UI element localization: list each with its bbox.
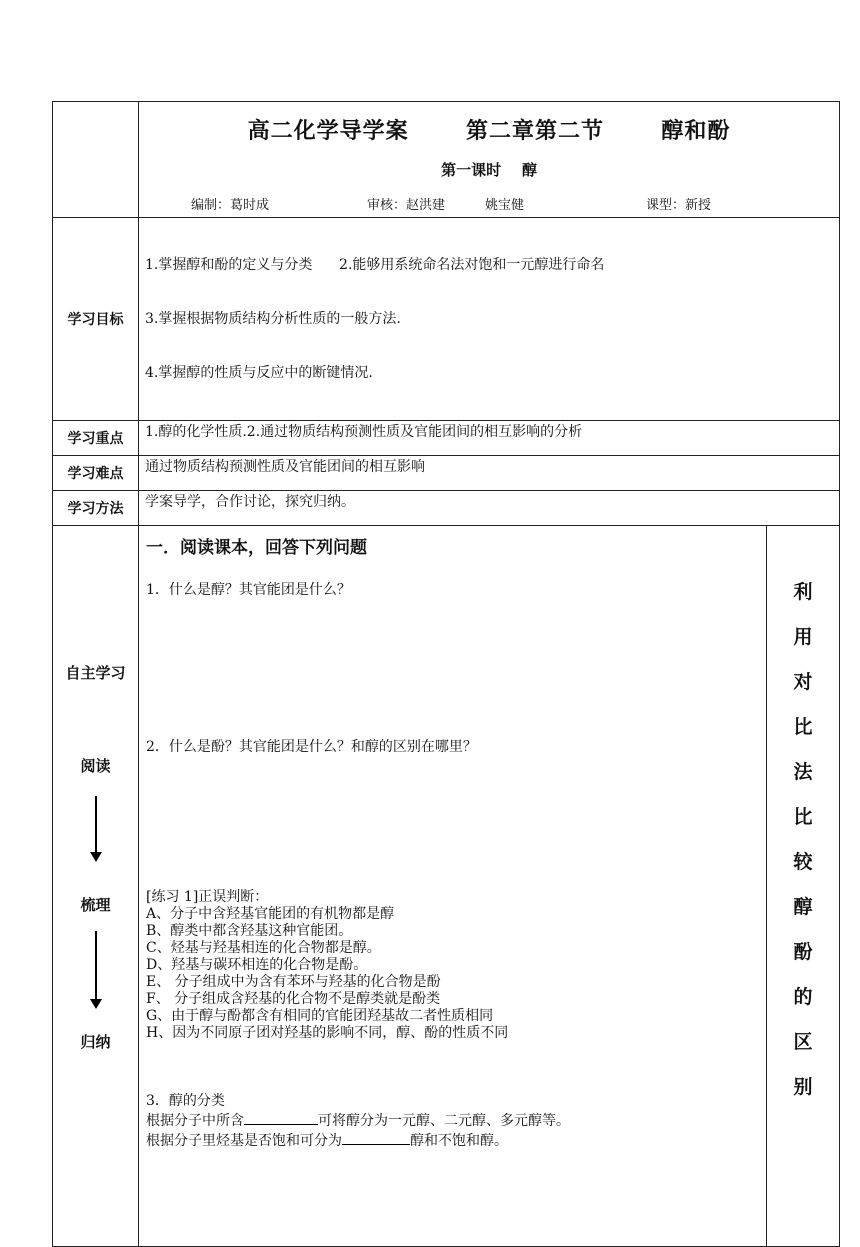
methods-text: 学案导学，合作讨论，探究归纳。 [145, 494, 355, 510]
lesson-type: 课型：新授 [646, 198, 712, 213]
row-content-key-points [139, 421, 840, 456]
line-2-suffix: 醇和不饱和醇。 [410, 1133, 508, 1149]
note-char: 法 [793, 761, 813, 783]
row-label-objectives: 学习目标 [53, 218, 139, 421]
objective-line: 1.掌握醇和酚的定义与分类 2.能够用系统命名法对饱和一元醇进行命名 [145, 257, 605, 273]
objective-line: 4.掌握醇的性质与反应中的断键情况. [145, 365, 373, 381]
exercise-item: E、 分子组成中为含有苯环与羟基的化合物是酚 [146, 974, 441, 990]
exercise-heading: [练习 1]正误判断： [146, 889, 269, 905]
classification-line-2 [146, 1130, 759, 1150]
down-arrow-icon [95, 796, 97, 854]
step-read: 阅读 [80, 757, 111, 775]
exercise-list [146, 906, 759, 1042]
down-arrow-icon [95, 931, 97, 1001]
note-char: 别 [793, 1076, 813, 1098]
exercise-item: C、烃基与羟基相连的化合物都是醇。 [146, 940, 381, 956]
objective-line: 3.掌握根据物质结构分析性质的一般方法. [145, 311, 401, 327]
main-content [139, 526, 767, 1247]
note-char: 醇 [793, 896, 813, 918]
row-label-methods: 学习方法 [53, 491, 139, 526]
exercise-item: H、因为不同原子团对羟基的影响不同，醇、酚的性质不同 [146, 1025, 509, 1041]
title-part-1: 高二化学导学案 [247, 119, 409, 144]
step-organize: 梳理 [80, 896, 111, 914]
note-char: 酚 [793, 941, 813, 963]
question-2: 2．什么是酚？其官能团是什么？和醇的区别在哪里？ [146, 739, 477, 755]
line-1-suffix: 可将醇分为一元醇、二元醇、多元醇等。 [318, 1113, 570, 1129]
row-content-objectives [139, 218, 840, 421]
row-label-difficulties: 学习难点 [53, 456, 139, 491]
question-1: 1．什么是醇？其官能团是什么？ [146, 582, 351, 598]
note-column [767, 526, 840, 1247]
exercise-item: G、由于醇与酚都含有相同的官能团羟基故二者性质相同 [146, 1008, 494, 1024]
exercise-item: F、 分子组成含羟基的化合物不是醇类就是酚类 [146, 991, 441, 1007]
compiler: 编制：葛时成 [191, 198, 270, 213]
row-content-methods [139, 491, 840, 526]
line-2-prefix: 根据分子里烃基是否饱和可分为 [146, 1133, 342, 1149]
header-left-cell [53, 102, 139, 218]
note-char: 对 [793, 671, 813, 693]
row-content-difficulties [139, 456, 840, 491]
exercise-item: B、醇类中都含羟基这种官能团。 [146, 923, 353, 939]
note-char: 的 [793, 986, 813, 1008]
row-label-key-points: 学习重点 [53, 421, 139, 456]
exercise-item: D、羟基与碳环相连的化合物是酚。 [146, 957, 368, 973]
header-cell [139, 102, 840, 218]
exercise-item: A、分子中含羟基官能团的有机物都是醇 [146, 906, 395, 922]
note-char: 用 [793, 626, 813, 648]
note-char: 利 [793, 581, 813, 603]
line-1-prefix: 根据分子中所含 [146, 1113, 244, 1129]
note-char: 比 [793, 806, 813, 828]
note-char: 区 [793, 1031, 813, 1053]
note-char: 比 [793, 716, 813, 738]
title-part-3: 醇和酚 [661, 119, 731, 144]
page-title [139, 102, 839, 145]
answer-blank[interactable] [342, 1130, 410, 1145]
section-heading: 一．阅读课本，回答下列问题 [146, 538, 367, 558]
reviewer-2: 姚宝健 [485, 198, 525, 213]
question-3: 3．醇的分类 [146, 1093, 225, 1109]
title-part-2: 第二章第二节 [466, 119, 605, 144]
worksheet-table [52, 101, 840, 1247]
step-summarize: 归纳 [80, 1033, 111, 1051]
note-char: 较 [793, 851, 813, 873]
classification-line-1 [146, 1110, 759, 1130]
lesson-subtitle: 第一课时 醇 [441, 161, 537, 179]
reviewer: 审核：赵洪建 [367, 198, 446, 213]
key-points-text: 1.醇的化学性质.2.通过物质结构预测性质及官能团间的相互影响的分析 [145, 424, 583, 440]
self-study-label: 自主学习 [65, 664, 126, 682]
answer-blank[interactable] [244, 1110, 318, 1125]
worksheet [52, 101, 839, 1149]
self-study-column [53, 526, 139, 1247]
meta-line [139, 194, 839, 212]
difficulties-text: 通过物质结构预测性质及官能团间的相互影响 [145, 459, 425, 475]
